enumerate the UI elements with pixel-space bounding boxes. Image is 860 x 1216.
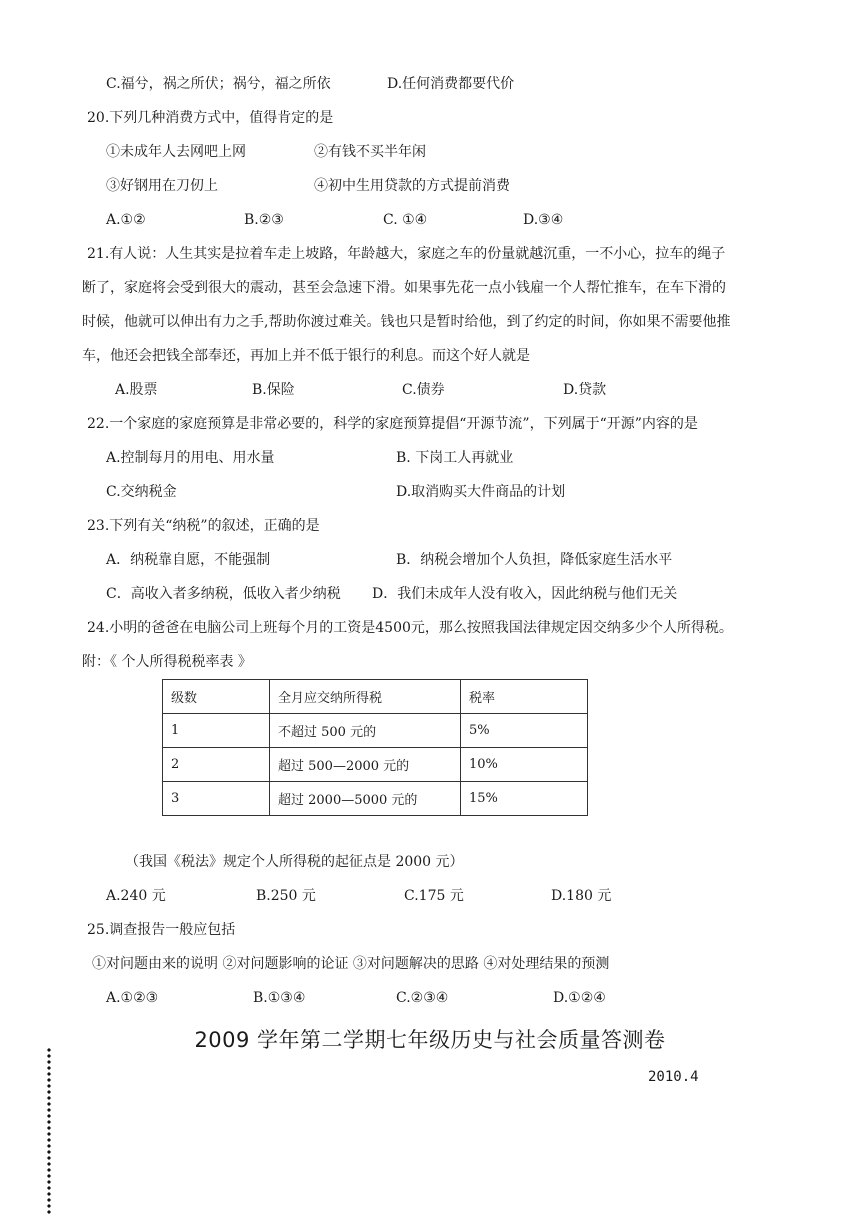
table-header-cell: 级数 (163, 680, 270, 714)
q25-stem: 25.调查报告一般应包括 (87, 922, 236, 938)
q22-option-a: A.控制每月的用电、用水量 (106, 450, 275, 466)
table-cell: 1 (163, 714, 270, 748)
q20-option-c: C. ①④ (383, 212, 428, 228)
q21-option-b: B.保险 (252, 382, 295, 398)
q22-option-d: D.取消购买大件商品的计划 (396, 484, 566, 500)
q23-option-c: C．高收入者多纳税，低收入者少纳税 (106, 586, 341, 602)
q24-option-a: A.240 元 (106, 888, 166, 904)
q21-line-4: 车，他还会把钱全部奉还，再加上并不低于银行的利息。而这个好人就是 (82, 348, 530, 364)
table-header-row (163, 680, 588, 714)
q20-option-d: D.③④ (523, 212, 564, 228)
q24-attachment-label: 附：《 个人所得税税率表 》 (82, 654, 252, 670)
q22-stem: 22.一个家庭的家庭预算是非常必要的，科学的家庭预算提倡“开源节流”，下列属于“开源”内容的是 (87, 416, 698, 432)
q23-option-d: D．我们未成年人没有收入，因此纳税与他们无关 (372, 586, 678, 602)
table-row (163, 748, 588, 782)
q20-item-1: ①未成年人去网吧上网 (106, 144, 246, 160)
tax-rate-table (162, 679, 588, 816)
q25-items: ①对问题由来的说明 ②对问题影响的论证 ③对问题解决的思路 ④对处理结果的预测 (92, 956, 610, 972)
table-row (163, 782, 588, 816)
exam-date: 2010.4 (648, 1069, 699, 1085)
q24-option-c: C.175 元 (404, 888, 464, 904)
q25-option-a: A.①②③ (106, 990, 159, 1006)
q20-item-2: ②有钱不买半年闲 (314, 144, 426, 160)
q20-item-3: ③好钢用在刀仞上 (106, 178, 218, 194)
exam-title: 2009 学年第二学期七年级历史与社会质量答测卷 (194, 1028, 666, 1052)
table-header-cell: 税率 (461, 680, 588, 714)
table-cell: 不超过 500 元的 (270, 714, 461, 748)
table-cell: 超过 2000—5000 元的 (270, 782, 461, 816)
q21-option-d: D.贷款 (563, 382, 607, 398)
table-header-cell: 全月应交纳所得税 (270, 680, 461, 714)
q21-line-2: 断了，家庭将会受到很大的震动，甚至会急速下滑。如果事先花一点小钱雇一个人帮忙推车，在车下滑的 (82, 280, 726, 296)
q24-option-d: D.180 元 (551, 888, 612, 904)
q23-option-b: B．纳税会增加个人负担，降低家庭生活水平 (396, 552, 673, 568)
table-cell: 5% (461, 714, 588, 748)
table-cell: 10% (461, 748, 588, 782)
table-cell: 超过 500—2000 元的 (270, 748, 461, 782)
table-row (163, 714, 588, 748)
q20-option-a: A.①② (106, 212, 146, 228)
q23-stem: 23.下列有关“纳税”的叙述，正确的是 (87, 518, 320, 534)
q21-option-a: A.股票 (115, 382, 158, 398)
q25-option-c: C.②③④ (396, 990, 449, 1006)
table-cell: 3 (163, 782, 270, 816)
table-cell: 2 (163, 748, 270, 782)
q24-stem: 24.小明的爸爸在电脑公司上班每个月的工资是4500元，那么按照我国法律规定因交纳多少个人所得税。 (87, 620, 733, 636)
table-cell: 15% (461, 782, 588, 816)
q25-option-b: B.①③④ (253, 990, 306, 1006)
q22-option-c: C.交纳税金 (106, 484, 177, 500)
q20-stem: 20.下列几种消费方式中，值得肯定的是 (87, 110, 334, 126)
q21-option-c: C.债券 (402, 382, 445, 398)
q19-option-c: C.福兮，祸之所伏；祸兮，福之所依 (106, 76, 331, 92)
q20-option-b: B.②③ (244, 212, 284, 228)
q24-option-b: B.250 元 (256, 888, 316, 904)
q19-option-d: D.任何消费都要代价 (387, 76, 515, 92)
q21-line-3: 时候，他就可以伸出有力之手,帮助你渡过难关。钱也只是暂时给他，到了约定的时间，你如果不需要他推 (82, 314, 731, 330)
q23-option-a: A．纳税靠自愿，不能强制 (106, 552, 271, 568)
q21-line-1: 21.有人说：人生其实是拉着车走上坡路，年龄越大，家庭之车的份量就越沉重，一不小心，拉车的绳子 (87, 246, 726, 262)
binding-dotted-line (46, 1047, 52, 1216)
q25-option-d: D.①②④ (553, 990, 606, 1006)
q24-tax-law-note: （我国《税法》规定个人所得税的起征点是 2000 元） (125, 854, 464, 870)
q22-option-b: B. 下岗工人再就业 (396, 450, 514, 466)
q20-item-4: ④初中生用贷款的方式提前消费 (314, 178, 510, 194)
